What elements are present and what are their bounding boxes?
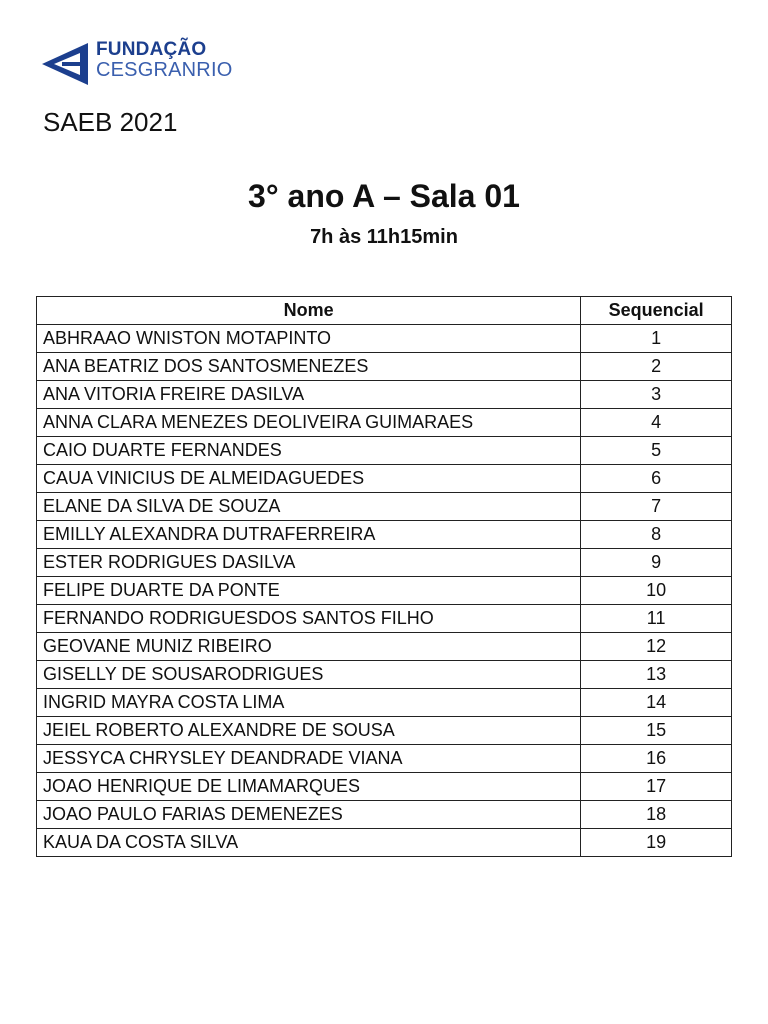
sequence-number-cell: 19 (581, 829, 732, 857)
class-title: 3° ano A – Sala 01 (248, 178, 520, 214)
student-name-cell: ABHRAAO WNISTON MOTAPINTO (37, 325, 581, 353)
sequence-number-cell: 9 (581, 549, 732, 577)
student-name-cell: CAUA VINICIUS DE ALMEIDAGUEDES (37, 465, 581, 493)
sequence-number-cell: 4 (581, 409, 732, 437)
table-row (37, 381, 732, 409)
student-name-cell: GEOVANE MUNIZ RIBEIRO (37, 633, 581, 661)
table-row (37, 549, 732, 577)
table-row (37, 493, 732, 521)
student-name-cell: KAUA DA COSTA SILVA (37, 829, 581, 857)
sequence-number-cell: 15 (581, 717, 732, 745)
schedule: 7h às 11h15min (310, 226, 458, 248)
sequence-number-cell: 12 (581, 633, 732, 661)
logo-wordmark-line1: FUNDAÇÃO (96, 39, 207, 60)
sequence-number-cell: 7 (581, 493, 732, 521)
student-name-cell: JESSYCA CHRYSLEY DEANDRADE VIANA (37, 745, 581, 773)
sequence-number-cell: 2 (581, 353, 732, 381)
table-row (37, 633, 732, 661)
student-name-cell: ANA BEATRIZ DOS SANTOSMENEZES (37, 353, 581, 381)
table-row (37, 661, 732, 689)
student-name-cell: INGRID MAYRA COSTA LIMA (37, 689, 581, 717)
sequence-number-cell: 8 (581, 521, 732, 549)
sequence-number-cell: 1 (581, 325, 732, 353)
sequence-number-cell: 17 (581, 773, 732, 801)
sequence-number-cell: 11 (581, 605, 732, 633)
table-row (37, 521, 732, 549)
student-name-cell: FELIPE DUARTE DA PONTE (37, 577, 581, 605)
cesgranrio-emblem-icon (40, 40, 90, 88)
column-header-name: Nome (37, 297, 581, 325)
student-name-cell: JOAO HENRIQUE DE LIMAMARQUES (37, 773, 581, 801)
table-row (37, 465, 732, 493)
sequence-number-cell: 18 (581, 801, 732, 829)
sequence-number-cell: 10 (581, 577, 732, 605)
table-row (37, 745, 732, 773)
table-row (37, 717, 732, 745)
table-row (37, 325, 732, 353)
student-name-cell: CAIO DUARTE FERNANDES (37, 437, 581, 465)
sequence-number-cell: 14 (581, 689, 732, 717)
table-row (37, 409, 732, 437)
column-header-sequencial: Sequencial (581, 297, 732, 325)
exam-name: SAEB 2021 (43, 107, 178, 137)
student-name-cell: GISELLY DE SOUSARODRIGUES (37, 661, 581, 689)
sequence-number-cell: 6 (581, 465, 732, 493)
table-row (37, 605, 732, 633)
student-name-cell: EMILLY ALEXANDRA DUTRAFERREIRA (37, 521, 581, 549)
student-name-cell: JEIEL ROBERTO ALEXANDRE DE SOUSA (37, 717, 581, 745)
table-row (37, 437, 732, 465)
sequence-number-cell: 3 (581, 381, 732, 409)
table-row (37, 353, 732, 381)
student-name-cell: JOAO PAULO FARIAS DEMENEZES (37, 801, 581, 829)
student-name-cell: ANNA CLARA MENEZES DEOLIVEIRA GUIMARAES (37, 409, 581, 437)
table-row (37, 773, 732, 801)
sequence-number-cell: 5 (581, 437, 732, 465)
table-row (37, 689, 732, 717)
student-name-cell: ELANE DA SILVA DE SOUZA (37, 493, 581, 521)
table-row (37, 829, 732, 857)
student-name-cell: FERNANDO RODRIGUESDOS SANTOS FILHO (37, 605, 581, 633)
logo-wordmark-line2: CESGRANRIO (96, 59, 233, 81)
table-row (37, 801, 732, 829)
sequence-number-cell: 13 (581, 661, 732, 689)
table-body (37, 325, 732, 857)
table-row (37, 577, 732, 605)
student-table (36, 296, 732, 857)
cesgranrio-logo (40, 38, 233, 92)
table-header-row (37, 297, 732, 325)
sequence-number-cell: 16 (581, 745, 732, 773)
student-name-cell: ANA VITORIA FREIRE DASILVA (37, 381, 581, 409)
student-name-cell: ESTER RODRIGUES DASILVA (37, 549, 581, 577)
